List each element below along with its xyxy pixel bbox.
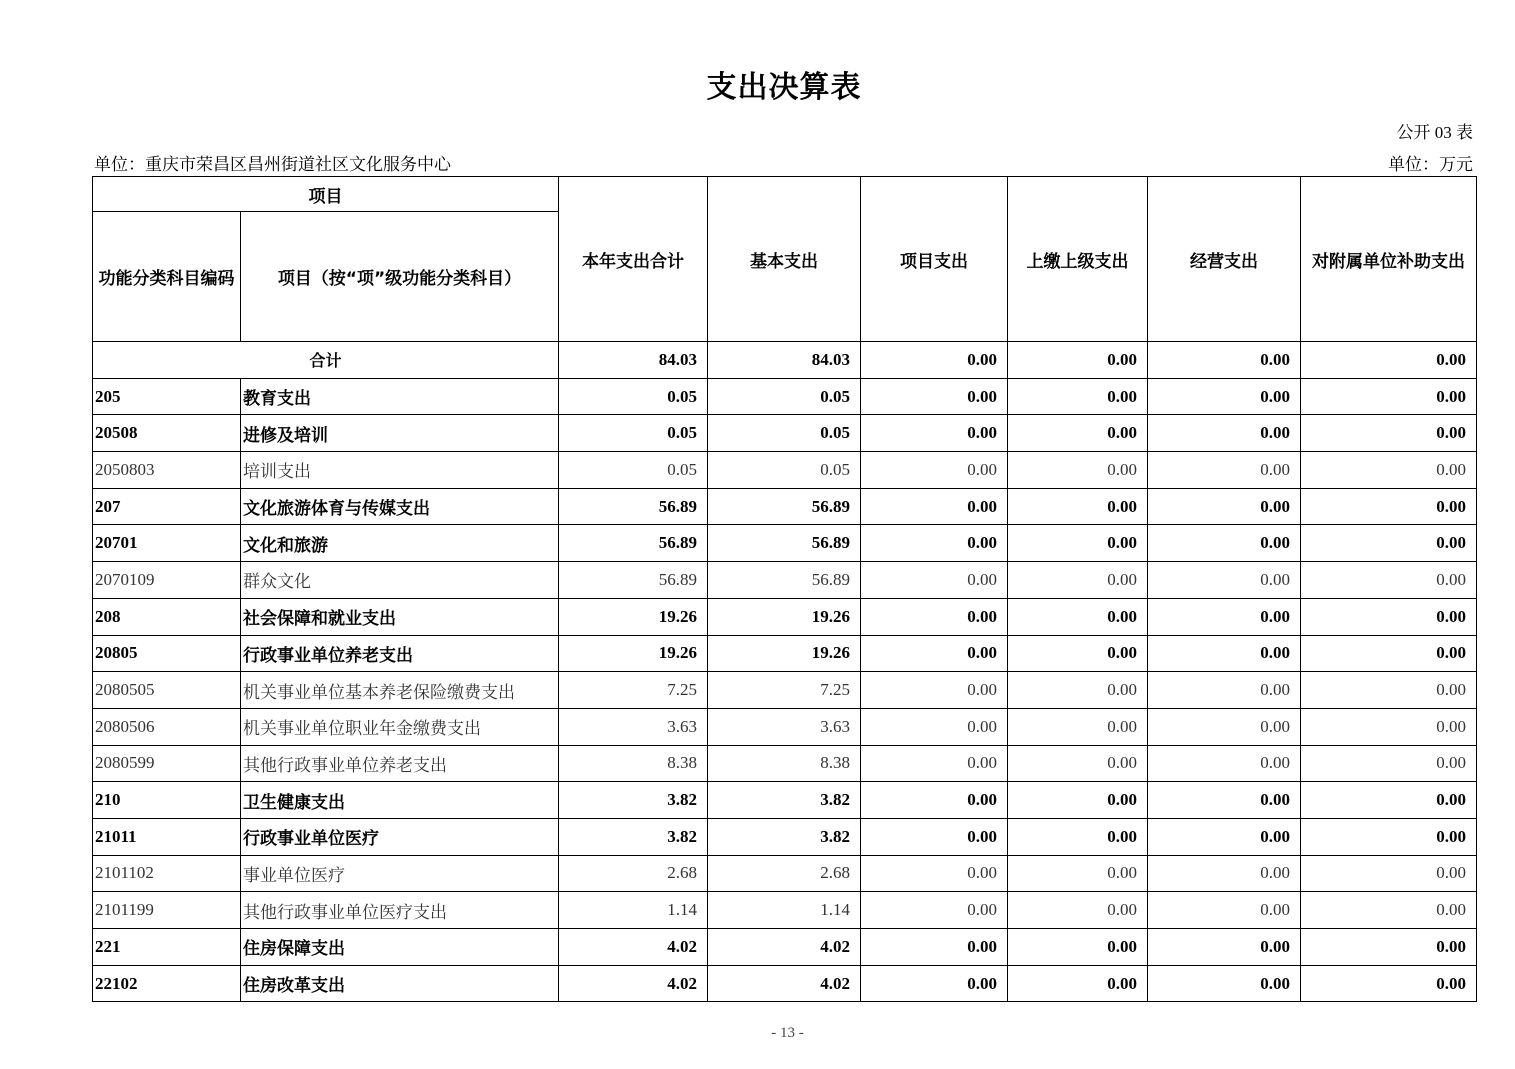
row-value: 0.00 bbox=[1148, 488, 1301, 525]
table-row bbox=[93, 672, 1477, 709]
row-value: 19.26 bbox=[559, 635, 708, 672]
row-code: 205 bbox=[93, 378, 241, 415]
header-business: 经营支出 bbox=[1148, 177, 1301, 342]
row-value: 56.89 bbox=[559, 488, 708, 525]
total-value: 84.03 bbox=[708, 342, 861, 379]
row-value: 0.05 bbox=[559, 415, 708, 452]
row-value: 0.00 bbox=[1301, 415, 1477, 452]
row-value: 0.00 bbox=[1008, 929, 1148, 966]
row-value: 0.00 bbox=[1148, 745, 1301, 782]
row-value: 8.38 bbox=[708, 745, 861, 782]
row-value: 0.00 bbox=[1148, 415, 1301, 452]
row-value: 3.82 bbox=[559, 818, 708, 855]
row-value: 0.00 bbox=[1008, 782, 1148, 819]
row-name: 机关事业单位基本养老保险缴费支出 bbox=[241, 672, 559, 709]
row-value: 0.00 bbox=[1301, 562, 1477, 599]
row-value: 0.00 bbox=[1301, 598, 1477, 635]
row-value: 0.00 bbox=[1148, 818, 1301, 855]
row-value: 0.00 bbox=[861, 452, 1008, 489]
total-value: 0.00 bbox=[1008, 342, 1148, 379]
row-value: 2.68 bbox=[708, 855, 861, 892]
currency-unit: 单位：万元 bbox=[1388, 155, 1473, 174]
row-value: 0.00 bbox=[1301, 452, 1477, 489]
header-code: 功能分类科目编码 bbox=[93, 212, 241, 342]
row-value: 0.00 bbox=[1301, 635, 1477, 672]
row-value: 0.00 bbox=[861, 562, 1008, 599]
row-value: 0.00 bbox=[1301, 965, 1477, 1002]
row-value: 0.00 bbox=[1301, 488, 1477, 525]
row-value: 0.00 bbox=[1008, 488, 1148, 525]
total-value: 0.00 bbox=[1148, 342, 1301, 379]
row-value: 56.89 bbox=[559, 562, 708, 599]
row-value: 0.00 bbox=[1008, 672, 1148, 709]
row-value: 0.00 bbox=[861, 745, 1008, 782]
row-value: 0.00 bbox=[1301, 378, 1477, 415]
row-name: 培训支出 bbox=[241, 452, 559, 489]
row-value: 0.00 bbox=[861, 708, 1008, 745]
row-value: 0.00 bbox=[1008, 745, 1148, 782]
row-value: 1.14 bbox=[559, 892, 708, 929]
row-value: 0.00 bbox=[1008, 892, 1148, 929]
row-name: 住房保障支出 bbox=[241, 929, 559, 966]
row-name: 其他行政事业单位医疗支出 bbox=[241, 892, 559, 929]
header-basic: 基本支出 bbox=[708, 177, 861, 342]
row-value: 0.00 bbox=[1301, 782, 1477, 819]
row-code: 2101102 bbox=[93, 855, 241, 892]
row-value: 4.02 bbox=[559, 929, 708, 966]
row-value: 0.00 bbox=[861, 929, 1008, 966]
row-value: 0.00 bbox=[1148, 929, 1301, 966]
row-value: 0.00 bbox=[1008, 855, 1148, 892]
row-name: 文化和旅游 bbox=[241, 525, 559, 562]
row-value: 8.38 bbox=[559, 745, 708, 782]
row-value: 0.00 bbox=[861, 488, 1008, 525]
header-total: 本年支出合计 bbox=[559, 177, 708, 342]
row-code: 20701 bbox=[93, 525, 241, 562]
row-name: 卫生健康支出 bbox=[241, 782, 559, 819]
table-row bbox=[93, 929, 1477, 966]
header-row-top bbox=[93, 177, 1477, 212]
row-value: 19.26 bbox=[708, 635, 861, 672]
row-name: 其他行政事业单位养老支出 bbox=[241, 745, 559, 782]
row-value: 2.68 bbox=[559, 855, 708, 892]
row-value: 0.05 bbox=[708, 378, 861, 415]
row-value: 56.89 bbox=[559, 525, 708, 562]
row-value: 0.00 bbox=[861, 415, 1008, 452]
row-value: 0.00 bbox=[861, 635, 1008, 672]
row-value: 0.00 bbox=[1148, 562, 1301, 599]
row-value: 0.00 bbox=[1148, 965, 1301, 1002]
row-value: 0.00 bbox=[861, 672, 1008, 709]
table-row bbox=[93, 598, 1477, 635]
row-value: 0.00 bbox=[1148, 598, 1301, 635]
row-value: 0.00 bbox=[1008, 635, 1148, 672]
row-value: 0.00 bbox=[1008, 525, 1148, 562]
header-project-expense: 项目支出 bbox=[861, 177, 1008, 342]
row-code: 207 bbox=[93, 488, 241, 525]
row-value: 0.05 bbox=[708, 452, 861, 489]
table-row bbox=[93, 818, 1477, 855]
row-value: 0.00 bbox=[1301, 855, 1477, 892]
row-code: 2050803 bbox=[93, 452, 241, 489]
row-code: 210 bbox=[93, 782, 241, 819]
row-value: 0.05 bbox=[559, 452, 708, 489]
row-value: 56.89 bbox=[708, 562, 861, 599]
row-value: 7.25 bbox=[708, 672, 861, 709]
page-title: 支出决算表 bbox=[706, 70, 862, 105]
table-row bbox=[93, 562, 1477, 599]
table-row bbox=[93, 488, 1477, 525]
row-value: 19.26 bbox=[559, 598, 708, 635]
row-code: 21011 bbox=[93, 818, 241, 855]
row-value: 0.00 bbox=[1301, 708, 1477, 745]
row-code: 22102 bbox=[93, 965, 241, 1002]
table-row bbox=[93, 965, 1477, 1002]
row-value: 0.00 bbox=[1008, 415, 1148, 452]
total-row bbox=[93, 342, 1477, 379]
row-name: 教育支出 bbox=[241, 378, 559, 415]
table-row bbox=[93, 452, 1477, 489]
header-upper: 上缴上级支出 bbox=[1008, 177, 1148, 342]
row-value: 0.00 bbox=[1008, 378, 1148, 415]
row-value: 7.25 bbox=[559, 672, 708, 709]
row-name: 行政事业单位医疗 bbox=[241, 818, 559, 855]
row-value: 0.00 bbox=[1148, 855, 1301, 892]
row-code: 2080505 bbox=[93, 672, 241, 709]
total-value: 0.00 bbox=[1301, 342, 1477, 379]
row-value: 3.82 bbox=[708, 818, 861, 855]
row-name: 文化旅游体育与传媒支出 bbox=[241, 488, 559, 525]
row-value: 0.00 bbox=[1008, 818, 1148, 855]
header-project: 项目 bbox=[93, 177, 559, 212]
total-value: 84.03 bbox=[559, 342, 708, 379]
row-name: 机关事业单位职业年金缴费支出 bbox=[241, 708, 559, 745]
row-value: 0.00 bbox=[1301, 672, 1477, 709]
row-value: 0.00 bbox=[1008, 452, 1148, 489]
row-value: 3.63 bbox=[559, 708, 708, 745]
row-value: 1.14 bbox=[708, 892, 861, 929]
row-value: 0.00 bbox=[861, 378, 1008, 415]
row-name: 群众文化 bbox=[241, 562, 559, 599]
row-value: 0.00 bbox=[1008, 598, 1148, 635]
row-value: 0.00 bbox=[1148, 452, 1301, 489]
row-value: 3.82 bbox=[559, 782, 708, 819]
row-value: 0.00 bbox=[1148, 378, 1301, 415]
total-value: 0.00 bbox=[861, 342, 1008, 379]
row-code: 20508 bbox=[93, 415, 241, 452]
row-value: 3.82 bbox=[708, 782, 861, 819]
row-value: 0.00 bbox=[1301, 525, 1477, 562]
row-value: 0.00 bbox=[1148, 892, 1301, 929]
row-code: 221 bbox=[93, 929, 241, 966]
row-value: 0.00 bbox=[1301, 892, 1477, 929]
row-value: 0.05 bbox=[559, 378, 708, 415]
row-value: 0.00 bbox=[1148, 782, 1301, 819]
row-code: 20805 bbox=[93, 635, 241, 672]
table-row bbox=[93, 745, 1477, 782]
row-value: 0.00 bbox=[861, 525, 1008, 562]
row-value: 0.00 bbox=[1301, 818, 1477, 855]
row-name: 社会保障和就业支出 bbox=[241, 598, 559, 635]
row-value: 19.26 bbox=[708, 598, 861, 635]
row-value: 56.89 bbox=[708, 525, 861, 562]
row-name: 行政事业单位养老支出 bbox=[241, 635, 559, 672]
table-number: 公开 03 表 bbox=[1396, 123, 1473, 142]
row-value: 0.00 bbox=[861, 598, 1008, 635]
header-subsidy: 对附属单位补助支出 bbox=[1301, 177, 1477, 342]
header-name: 项目（按“项”级功能分类科目） bbox=[241, 212, 559, 342]
row-code: 2070109 bbox=[93, 562, 241, 599]
page-number: - 13 - bbox=[771, 1025, 804, 1041]
row-name: 事业单位医疗 bbox=[241, 855, 559, 892]
table-row bbox=[93, 525, 1477, 562]
row-value: 4.02 bbox=[559, 965, 708, 1002]
row-value: 0.00 bbox=[1148, 708, 1301, 745]
row-code: 208 bbox=[93, 598, 241, 635]
table-row bbox=[93, 708, 1477, 745]
row-code: 2080599 bbox=[93, 745, 241, 782]
expenditure-table bbox=[92, 176, 1477, 1002]
table-row bbox=[93, 855, 1477, 892]
row-value: 4.02 bbox=[708, 929, 861, 966]
row-value: 0.00 bbox=[1148, 672, 1301, 709]
row-code: 2101199 bbox=[93, 892, 241, 929]
row-value: 0.00 bbox=[861, 818, 1008, 855]
row-name: 住房改革支出 bbox=[241, 965, 559, 1002]
row-value: 56.89 bbox=[708, 488, 861, 525]
table-row bbox=[93, 892, 1477, 929]
row-value: 0.00 bbox=[1301, 745, 1477, 782]
row-name: 进修及培训 bbox=[241, 415, 559, 452]
table-row bbox=[93, 378, 1477, 415]
table-row bbox=[93, 782, 1477, 819]
row-value: 0.00 bbox=[861, 965, 1008, 1002]
row-value: 0.05 bbox=[708, 415, 861, 452]
row-value: 0.00 bbox=[1008, 562, 1148, 599]
row-value: 4.02 bbox=[708, 965, 861, 1002]
row-value: 0.00 bbox=[1008, 708, 1148, 745]
row-value: 0.00 bbox=[861, 855, 1008, 892]
row-code: 2080506 bbox=[93, 708, 241, 745]
row-value: 0.00 bbox=[1148, 525, 1301, 562]
row-value: 3.63 bbox=[708, 708, 861, 745]
row-value: 0.00 bbox=[1148, 635, 1301, 672]
row-value: 0.00 bbox=[861, 892, 1008, 929]
table-row bbox=[93, 635, 1477, 672]
table-row bbox=[93, 415, 1477, 452]
total-label: 合计 bbox=[93, 342, 559, 379]
row-value: 0.00 bbox=[861, 782, 1008, 819]
organization-unit: 单位：重庆市荣昌区昌州街道社区文化服务中心 bbox=[94, 155, 451, 174]
row-value: 0.00 bbox=[1301, 929, 1477, 966]
row-value: 0.00 bbox=[1008, 965, 1148, 1002]
